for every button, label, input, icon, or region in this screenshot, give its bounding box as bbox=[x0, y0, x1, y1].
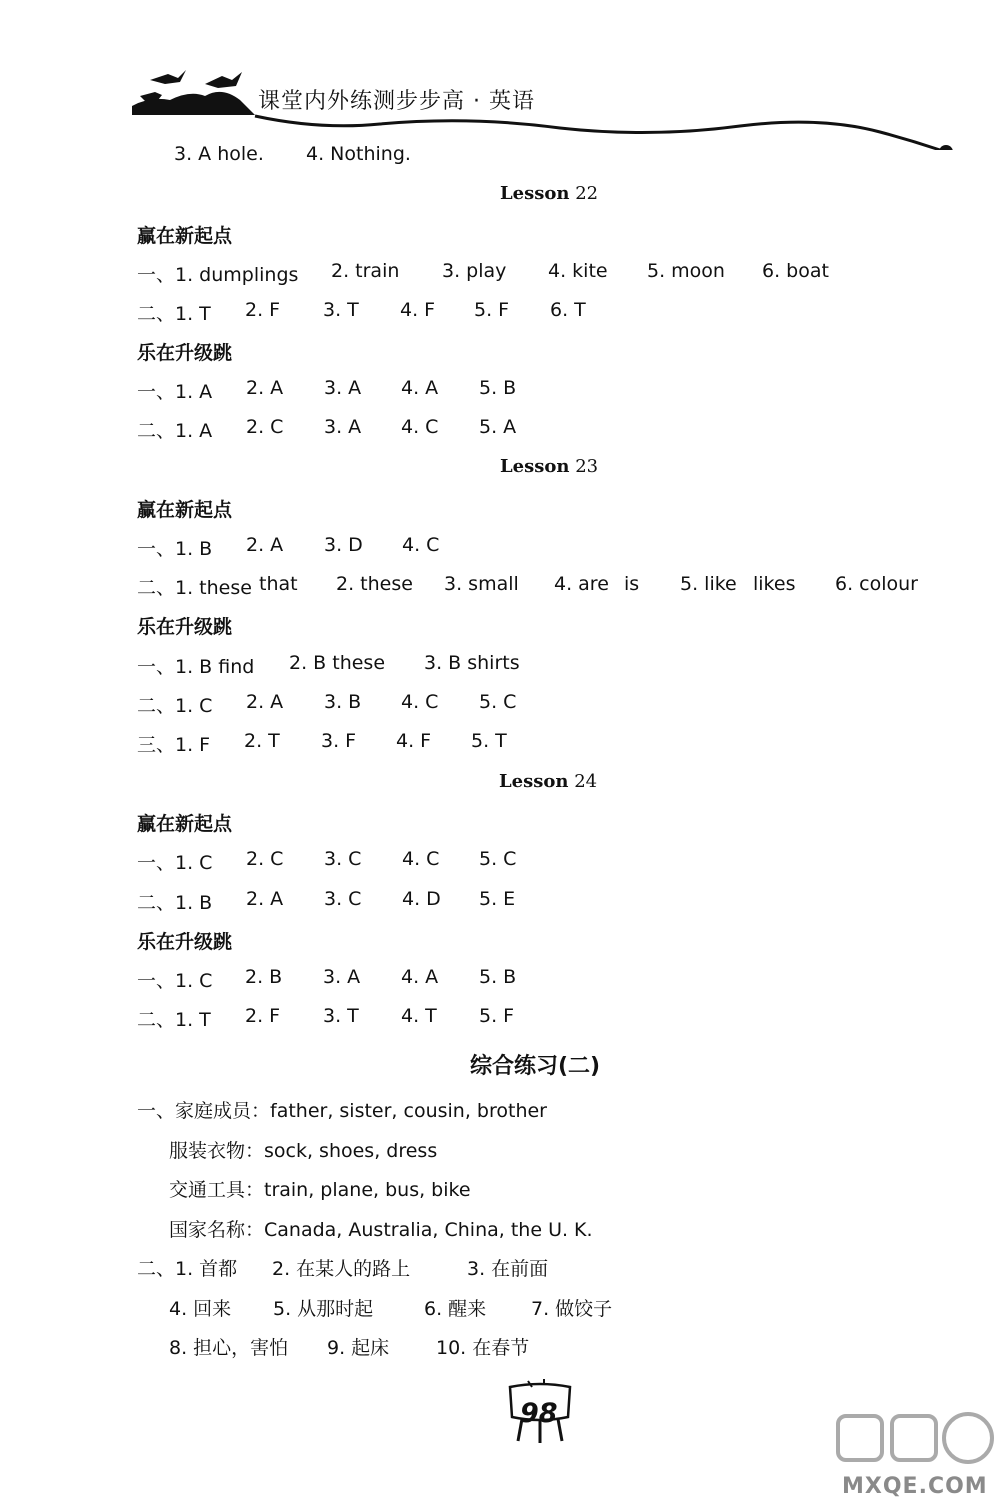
answer-item: 3. F bbox=[321, 730, 357, 752]
section-heading: 赢在新起点 bbox=[137, 499, 233, 521]
answer-item: 4. kite bbox=[548, 260, 608, 282]
page-number: 98 bbox=[520, 1398, 558, 1429]
watermark-seal-icon bbox=[832, 1408, 1000, 1478]
answer-item: 9. 起床 bbox=[327, 1337, 390, 1359]
lesson-title bbox=[499, 771, 597, 792]
answer-item: 6. 醒来 bbox=[424, 1298, 487, 1320]
answer-item: 3. A hole. bbox=[174, 143, 264, 165]
header-dot bbox=[939, 145, 953, 150]
answer-item: 2. F bbox=[245, 1005, 281, 1027]
header-title: 课堂内外练测步步高 · 英语 bbox=[258, 89, 535, 114]
section-heading: 乐在升级跳 bbox=[137, 342, 233, 364]
bird-icon bbox=[150, 70, 186, 84]
answer-item: 一、家庭成员：father, sister, cousin, brother bbox=[137, 1100, 547, 1122]
answer-item: 二、1. B bbox=[137, 892, 213, 914]
lesson-title bbox=[500, 183, 598, 204]
answer-item: 5. like bbox=[680, 573, 737, 595]
answer-item: 5. C bbox=[479, 691, 517, 713]
answer-item: 2. A bbox=[246, 534, 284, 556]
answer-item: 4. C bbox=[402, 848, 440, 870]
answer-item: 3. A bbox=[324, 377, 362, 399]
section-heading: 赢在新起点 bbox=[137, 225, 233, 247]
answer-item: 2. C bbox=[246, 416, 284, 438]
answer-item: 4. 回来 bbox=[169, 1298, 232, 1320]
answer-item: 国家名称：Canada, Australia, China, the U. K. bbox=[169, 1219, 593, 1241]
lesson-title bbox=[500, 456, 598, 477]
answer-item: 5. F bbox=[479, 1005, 515, 1027]
answer-item: 2. A bbox=[246, 691, 284, 713]
answer-item: 5. E bbox=[479, 888, 516, 910]
answer-item: 3. T bbox=[323, 299, 359, 321]
answer-item: 4. Nothing. bbox=[306, 143, 411, 165]
answer-item: 5. B bbox=[479, 966, 517, 988]
answer-item: 4. A bbox=[401, 377, 439, 399]
answer-item: 3. C bbox=[324, 848, 362, 870]
answer-item: 2. C bbox=[246, 848, 284, 870]
section-heading: 乐在升级跳 bbox=[137, 616, 233, 638]
answer-item: 2. 在某人的路上 bbox=[272, 1258, 411, 1280]
answer-item: 4. F bbox=[400, 299, 436, 321]
answer-item: 4. C bbox=[401, 416, 439, 438]
answer-item: 4. A bbox=[401, 966, 439, 988]
answer-item: 2. A bbox=[246, 377, 284, 399]
answer-item: 7. 做饺子 bbox=[531, 1298, 613, 1320]
answer-item: 5. B bbox=[479, 377, 517, 399]
lesson-number: 22 bbox=[575, 183, 599, 204]
answer-item: 三、1. F bbox=[137, 734, 211, 756]
answer-item: 4. C bbox=[401, 691, 439, 713]
answer-item: 一、1. B find bbox=[137, 656, 255, 678]
answer-item: 2. these bbox=[336, 573, 413, 595]
answer-item: 2. B these bbox=[289, 652, 386, 674]
lesson-number: 24 bbox=[574, 771, 598, 792]
lesson-number: 23 bbox=[575, 456, 599, 477]
answer-item: 交通工具：train, plane, bus, bike bbox=[169, 1179, 471, 1201]
answer-item: 5. C bbox=[479, 848, 517, 870]
bird-icon bbox=[205, 72, 242, 88]
answer-item: 4. F bbox=[396, 730, 432, 752]
answer-item: 3. B shirts bbox=[424, 652, 520, 674]
answer-item: 二、1. A bbox=[137, 420, 213, 442]
answer-item: 5. T bbox=[471, 730, 507, 752]
answer-item: 一、1. C bbox=[137, 852, 213, 874]
answer-item: 6. colour bbox=[835, 573, 918, 595]
lesson-label: Lesson bbox=[500, 456, 570, 477]
answer-item: 3. A bbox=[323, 966, 361, 988]
answer-item: 3. T bbox=[323, 1005, 359, 1027]
answer-item: likes bbox=[753, 573, 796, 595]
answer-item: 一、1. dumplings bbox=[137, 264, 299, 286]
answer-item: 3. D bbox=[324, 534, 363, 556]
answer-item: 2. train bbox=[331, 260, 400, 282]
answer-item: 8. 担心，害怕 bbox=[169, 1337, 289, 1359]
lesson-label: Lesson bbox=[499, 771, 569, 792]
answer-item: 10. 在春节 bbox=[436, 1337, 530, 1359]
answer-item: 5. moon bbox=[647, 260, 725, 282]
answer-item: 3. A bbox=[324, 416, 362, 438]
answer-item: 3. play bbox=[442, 260, 507, 282]
section-heading: 乐在升级跳 bbox=[137, 931, 233, 953]
answer-item: 4. are bbox=[554, 573, 609, 595]
section-heading: 赢在新起点 bbox=[137, 813, 233, 835]
answer-item: 3. C bbox=[324, 888, 362, 910]
answer-item: 5. A bbox=[479, 416, 517, 438]
watermark-text: MXQE.COM bbox=[842, 1474, 988, 1499]
answer-item: 二、1. T bbox=[137, 303, 211, 325]
answer-item: 服装衣物：sock, shoes, dress bbox=[169, 1140, 438, 1162]
answer-item: 2. F bbox=[245, 299, 281, 321]
answer-item: 2. B bbox=[245, 966, 283, 988]
answer-item: 3. B bbox=[324, 691, 362, 713]
answer-item: 一、1. C bbox=[137, 970, 213, 992]
answer-item: 4. D bbox=[402, 888, 441, 910]
answer-item: 5. F bbox=[474, 299, 510, 321]
answer-item: 二、1. these bbox=[137, 577, 252, 599]
answer-item: 6. T bbox=[550, 299, 586, 321]
answer-item: 4. T bbox=[401, 1005, 437, 1027]
answer-item: 2. A bbox=[246, 888, 284, 910]
answer-item: 3. small bbox=[444, 573, 519, 595]
answer-item: is bbox=[624, 573, 640, 595]
review-title: 综合练习(二) bbox=[470, 1054, 601, 1079]
header-decoration bbox=[0, 0, 1000, 150]
page-header bbox=[0, 0, 1000, 150]
answer-item: 2. T bbox=[244, 730, 280, 752]
answer-item: that bbox=[259, 573, 298, 595]
answer-item: 一、1. B bbox=[137, 538, 213, 560]
answer-item: 4. C bbox=[402, 534, 440, 556]
answer-item: 二、1. T bbox=[137, 1009, 211, 1031]
answer-item: 3. 在前面 bbox=[467, 1258, 549, 1280]
answer-item: 二、1. 首都 bbox=[137, 1258, 238, 1280]
answer-item: 6. boat bbox=[762, 260, 829, 282]
answer-item: 一、1. A bbox=[137, 381, 213, 403]
answer-item: 5. 从那时起 bbox=[273, 1298, 374, 1320]
lesson-label: Lesson bbox=[500, 183, 570, 204]
answer-item: 二、1. C bbox=[137, 695, 213, 717]
